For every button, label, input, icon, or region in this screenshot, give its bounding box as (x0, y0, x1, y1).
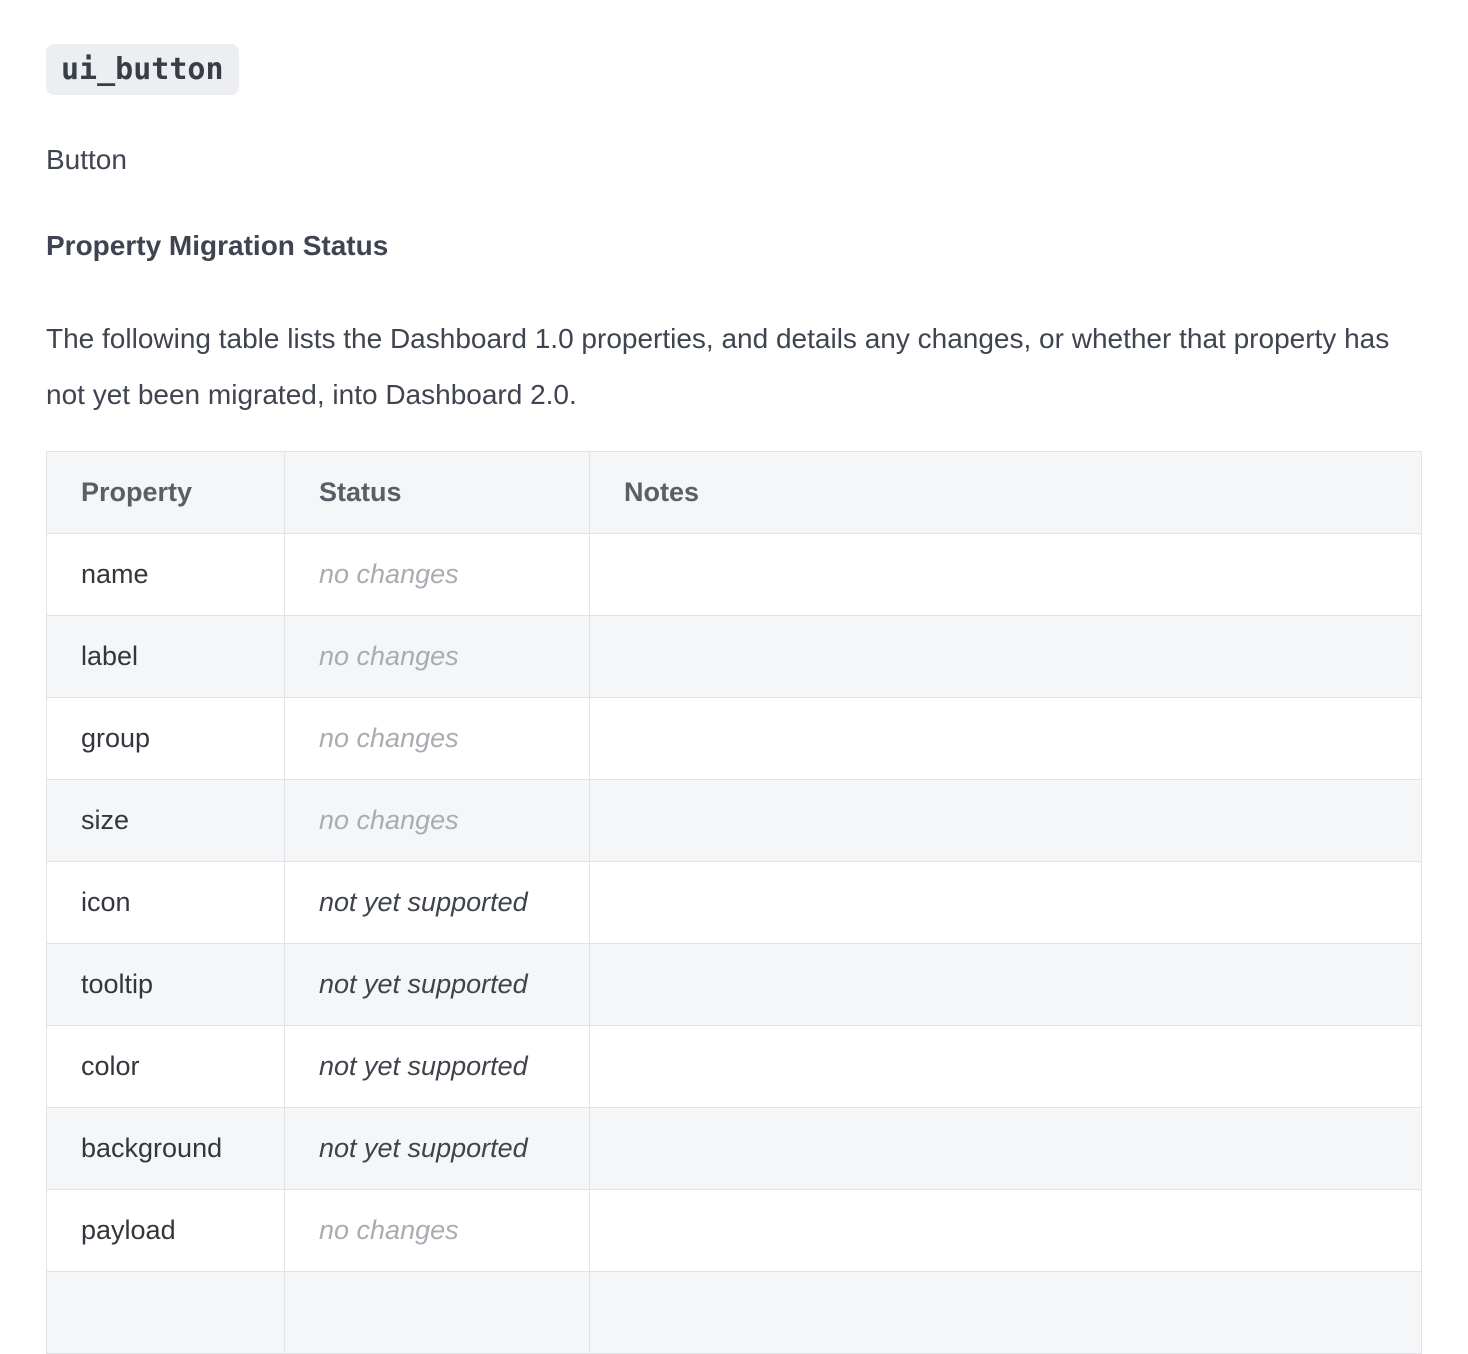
status-cell: no changes (285, 534, 590, 616)
table-row (47, 944, 1422, 1026)
column-header-status: Status (285, 452, 590, 534)
property-migration-table (46, 451, 1422, 1354)
notes-cell (590, 1190, 1422, 1272)
status-cell: no changes (285, 616, 590, 698)
property-cell: background (47, 1108, 285, 1190)
status-cell: not yet supported (285, 1108, 590, 1190)
property-cell: size (47, 780, 285, 862)
property-cell: name (47, 534, 285, 616)
code-badge: ui_button (46, 44, 239, 95)
table-header (47, 452, 1422, 534)
status-cell: no changes (285, 1190, 590, 1272)
table-row (47, 1108, 1422, 1190)
table-row (47, 1190, 1422, 1272)
table-row (47, 862, 1422, 944)
notes-cell (590, 1026, 1422, 1108)
section-heading: Property Migration Status (46, 230, 389, 261)
component-subtitle: Button (46, 144, 127, 175)
notes-cell (590, 862, 1422, 944)
status-cell: not yet supported (285, 862, 590, 944)
column-header-property: Property (47, 452, 285, 534)
notes-cell (590, 534, 1422, 616)
notes-cell (590, 780, 1422, 862)
status-cell: no changes (285, 698, 590, 780)
notes-cell (590, 616, 1422, 698)
table-row (47, 534, 1422, 616)
intro-paragraph: The following table lists the Dashboard 1.0 properties, and details any changes, or whether that property has not yet been migrated, into Dashboard 2.0. (46, 323, 1390, 410)
status-cell: no changes (285, 780, 590, 862)
table-row-partial (47, 1272, 1422, 1354)
table-header-row (47, 452, 1422, 534)
table-row (47, 698, 1422, 780)
table-row (47, 1026, 1422, 1108)
status-cell (285, 1272, 590, 1354)
notes-cell (590, 1272, 1422, 1354)
property-cell: payload (47, 1190, 285, 1272)
property-cell: tooltip (47, 944, 285, 1026)
property-cell: icon (47, 862, 285, 944)
notes-cell (590, 944, 1422, 1026)
property-cell: group (47, 698, 285, 780)
status-cell: not yet supported (285, 944, 590, 1026)
document-content (46, 44, 1422, 1354)
status-cell: not yet supported (285, 1026, 590, 1108)
property-cell: label (47, 616, 285, 698)
property-cell: color (47, 1026, 285, 1108)
table-row (47, 616, 1422, 698)
column-header-notes: Notes (590, 452, 1422, 534)
table-body (47, 534, 1422, 1354)
property-cell (47, 1272, 285, 1354)
notes-cell (590, 698, 1422, 780)
notes-cell (590, 1108, 1422, 1190)
table-row (47, 780, 1422, 862)
